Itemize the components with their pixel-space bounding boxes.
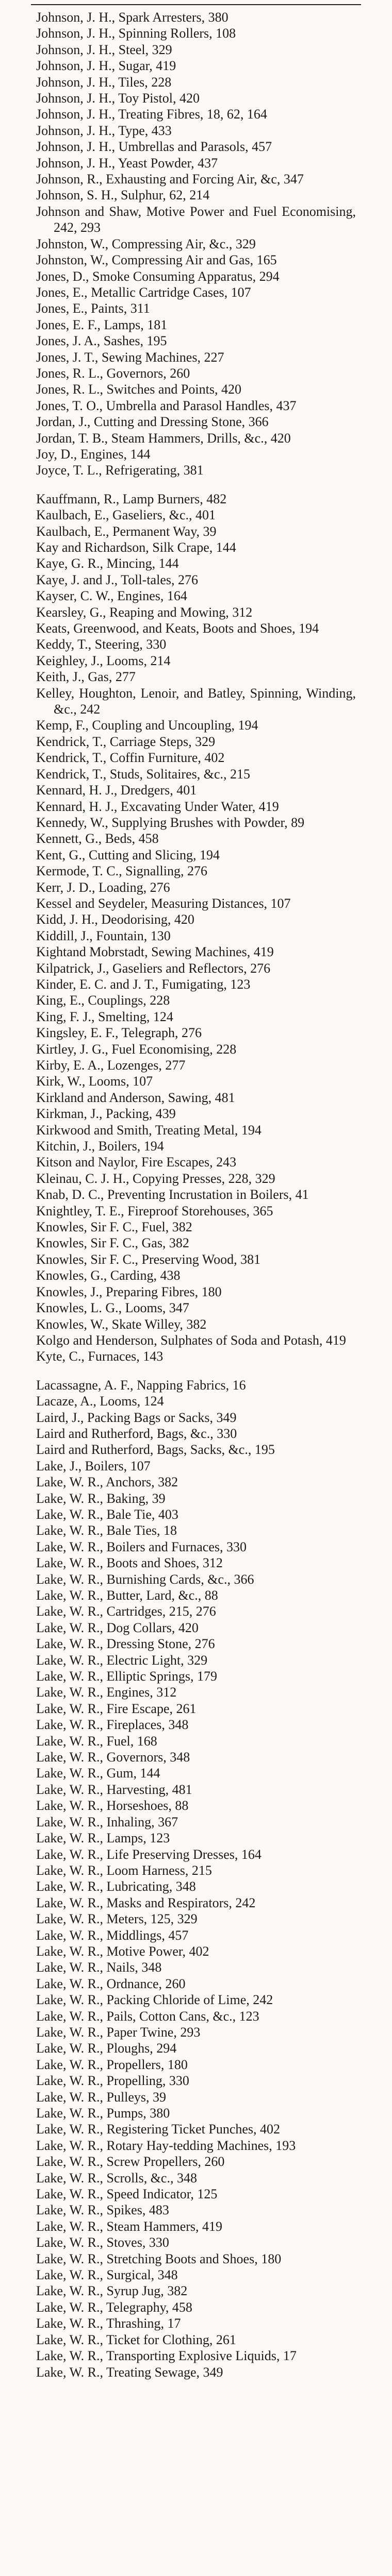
index-entry: Kolgo and Henderson, Sulphates of Soda and Potash, 419 <box>36 1332 346 1348</box>
index-entry: Lake, W. R., Pulleys, 39 <box>36 2089 167 2105</box>
index-entry: Kirtley, J. G., Fuel Economising, 228 <box>36 1041 237 1057</box>
index-entry: Kaulbach, E., Gaseliers, &c., 401 <box>36 507 216 523</box>
index-entry: Lake, W. R., Cartridges, 215, 276 <box>36 1604 216 1619</box>
index-entry: Kirkland and Anderson, Sawing, 481 <box>36 1090 235 1105</box>
index-entry: Lake, W. R., Fuel, 168 <box>36 1733 157 1749</box>
index-entry: Lake, W. R., Bale Tie, 403 <box>36 1506 178 1522</box>
index-entry: Kelley, Houghton, Lenoir, and Batley, Spinning, Winding, &c., 242 <box>36 685 356 717</box>
index-entry: Kendrick, T., Coffin Furniture, 402 <box>36 750 225 766</box>
index-entry: Lake, W. R., Lamps, 123 <box>36 1831 170 1846</box>
index-entry: Lake, W. R., Burnishing Cards, &c., 366 <box>36 1571 254 1587</box>
index-entry: Kay and Richardson, Silk Crape, 144 <box>36 540 236 555</box>
index-entry: Kennard, H. J., Excavating Under Water, 419 <box>36 799 279 814</box>
index-entry: Kaye, J. and J., Toll-tales, 276 <box>36 572 198 587</box>
index-entry: Lake, W. R., Electric Light, 329 <box>36 1652 208 1668</box>
index-entry: Lake, W. R., Ticket for Clothing, 261 <box>36 2332 236 2347</box>
index-entry: Knightley, T. E., Fireproof Storehouses, 365 <box>36 1203 273 1218</box>
index-entry: Kaye, G. R., Mincing, 144 <box>36 556 179 571</box>
index-entry: Laird and Rutherford, Bags, Sacks, &c., 195 <box>36 1442 275 1458</box>
index-entry: Lake, W. R., Gum, 144 <box>36 1766 160 1781</box>
index-entry: Lake, W. R., Horseshoes, 88 <box>36 1798 189 1814</box>
index-entry: Jones, E., Metallic Cartridge Cases, 107 <box>36 284 251 300</box>
index-entry: Johnson, R., Exhausting and Forcing Air, &c, 347 <box>36 172 304 187</box>
index-entry: Lake, W. R., Engines, 312 <box>36 1685 177 1700</box>
index-entry: Johnston, W., Compressing Air and Gas, 165 <box>36 252 277 268</box>
index-entry: Lake, W. R., Stretching Boots and Shoes, 180 <box>36 2251 282 2266</box>
index-entry: Laird and Rutherford, Bags, &c., 330 <box>36 1426 237 1441</box>
patent-index-list <box>36 9 356 2380</box>
index-entry: Johnson, J. H., Sugar, 419 <box>36 58 176 74</box>
index-entry: Knowles, Sir F. C., Fuel, 382 <box>36 1219 192 1235</box>
index-entry: Kinder, E. C. and J. T., Fumigating, 123 <box>36 976 251 992</box>
index-entry: Kennard, H. J., Dredgers, 401 <box>36 783 197 798</box>
index-entry: Jones, D., Smoke Consuming Apparatus, 294 <box>36 268 280 284</box>
index-entry: Kingsley, E. F., Telegraph, 276 <box>36 1025 202 1041</box>
index-entry: Lake, W. R., Life Preserving Dresses, 164 <box>36 1846 262 1862</box>
index-entry: Lake, W. R., Transporting Explosive Liquids, 17 <box>36 2348 297 2364</box>
index-entry: Johnson, J. H., Steel, 329 <box>36 42 172 57</box>
index-entry: Johnson, J. H., Umbrellas and Parasols, 457 <box>36 139 272 155</box>
index-entry: Knowles, G., Carding, 438 <box>36 1268 181 1283</box>
index-entry: Johnson, J. H., Toy Pistol, 420 <box>36 91 200 106</box>
index-entry: Lake, W. R., Baking, 39 <box>36 1490 166 1506</box>
index-entry: Kayser, C. W., Engines, 164 <box>36 588 187 604</box>
index-entry: King, F. J., Smelting, 124 <box>36 1009 173 1024</box>
index-entry: Johnson and Shaw, Motive Power and Fuel Economising, 242, 293 <box>36 204 356 235</box>
index-entry: Lake, W. R., Dog Collars, 420 <box>36 1620 199 1635</box>
index-entry: Jordan, T. B., Steam Hammers, Drills, &c., 420 <box>36 430 291 446</box>
index-entry: Lake, W. R., Masks and Respirators, 242 <box>36 1895 256 1910</box>
index-entry: Knowles, L. G., Looms, 347 <box>36 1300 189 1316</box>
index-entry: Knab, D. C., Preventing Incrustation in Boilers, 41 <box>36 1187 309 1202</box>
index-entry: Lake, W. R., Propellers, 180 <box>36 2057 188 2072</box>
index-entry: Lake, W. R., Scrolls, &c., 348 <box>36 2170 197 2185</box>
index-entry: Lake, W. R., Pails, Cotton Cans, &c., 123 <box>36 2008 259 2024</box>
index-entry: Lake, W. R., Meters, 125, 329 <box>36 1911 198 1927</box>
index-entry: Johnson, J. H., Yeast Powder, 437 <box>36 155 218 171</box>
index-entry: Lake, W. R., Ordnance, 260 <box>36 1976 186 1991</box>
index-entry: Lake, W. R., Screw Propellers, 260 <box>36 2154 225 2170</box>
index-entry: Johnson, J. H., Treating Fibres, 18, 62, 164 <box>36 107 267 122</box>
index-entry: Jordan, J., Cutting and Dressing Stone, 366 <box>36 414 269 430</box>
index-entry: Kirkman, J., Packing, 439 <box>36 1106 176 1122</box>
index-entry: Joy, D., Engines, 144 <box>36 446 151 462</box>
letter-section-gap <box>36 1365 356 1377</box>
index-entry: Lake, W. R., Telegraphy, 458 <box>36 2299 192 2315</box>
index-entry: Lacaze, A., Looms, 124 <box>36 1394 164 1409</box>
index-entry: Lake, W. R., Propelling, 330 <box>36 2073 189 2089</box>
index-entry: Lake, W. R., Paper Twine, 293 <box>36 2024 201 2040</box>
index-entry: Kearsley, G., Reaping and Mowing, 312 <box>36 604 253 620</box>
index-entry: Kitson and Naylor, Fire Escapes, 243 <box>36 1155 237 1170</box>
index-entry: Lake, W. R., Registering Ticket Punches, 402 <box>36 2122 281 2137</box>
top-rule <box>31 4 361 5</box>
index-entry: Lake, W. R., Pumps, 380 <box>36 2106 170 2121</box>
index-entry: Knowles, W., Skate Willey, 382 <box>36 1316 207 1332</box>
index-entry: Kightand Mobrstadt, Sewing Machines, 419 <box>36 944 274 960</box>
index-entry: Johnson, J. H., Type, 433 <box>36 123 172 138</box>
index-entry: Kidd, J. H., Deodorising, 420 <box>36 912 194 927</box>
index-entry: Kemp, F., Coupling and Uncoupling, 194 <box>36 718 258 733</box>
index-entry: Kitchin, J., Boilers, 194 <box>36 1139 164 1154</box>
index-entry: Lake, W. R., Nails, 348 <box>36 1960 162 1975</box>
index-entry: Lake, W. R., Packing Chloride of Lime, 242 <box>36 1992 273 2008</box>
index-entry: Jones, T. O., Umbrella and Parasol Handles, 437 <box>36 398 297 413</box>
index-entry: Lake, W. R., Boots and Shoes, 312 <box>36 1555 223 1571</box>
index-entry: Lake, W. R., Dressing Stone, 276 <box>36 1636 215 1652</box>
index-entry: Lake, W. R., Motive Power, 402 <box>36 1943 209 1959</box>
index-entry: Laird, J., Packing Bags or Sacks, 349 <box>36 1410 237 1425</box>
index-entry: Lake, W. R., Syrup Jug, 382 <box>36 2283 188 2299</box>
index-entry: Johnson, S. H., Sulphur, 62, 214 <box>36 188 210 203</box>
index-entry: Kennedy, W., Supplying Brushes with Powder, 89 <box>36 815 305 830</box>
index-entry: Knowles, J., Preparing Fibres, 180 <box>36 1284 222 1299</box>
index-entry: Knowles, Sir F. C., Preserving Wood, 381 <box>36 1251 261 1267</box>
index-entry: King, E., Couplings, 228 <box>36 993 170 1008</box>
index-entry: Jones, R. L., Governors, 260 <box>36 365 190 381</box>
index-entry: Keith, J., Gas, 277 <box>36 669 136 685</box>
index-entry: Kirkwood and Smith, Treating Metal, 194 <box>36 1122 262 1138</box>
index-entry: Kilpatrick, J., Gaseliers and Reflectors, 276 <box>36 960 271 976</box>
index-entry: Kirby, E. A., Lozenges, 277 <box>36 1058 186 1073</box>
index-entry: Lacassagne, A. F., Napping Fabrics, 16 <box>36 1377 246 1393</box>
index-entry: Jones, J. T., Sewing Machines, 227 <box>36 349 224 365</box>
index-entry: Lake, W. R., Stoves, 330 <box>36 2235 169 2250</box>
index-entry: Lake, W. R., Rotary Hay-tedding Machines, 193 <box>36 2138 296 2153</box>
index-entry: Jones, J. A., Sashes, 195 <box>36 333 167 349</box>
index-entry: Johnston, W., Compressing Air, &c., 329 <box>36 236 256 251</box>
index-entry: Lake, W. R., Harvesting, 481 <box>36 1782 192 1797</box>
index-entry: Kirk, W., Looms, 107 <box>36 1074 153 1089</box>
index-entry: Lake, W. R., Treating Sewage, 349 <box>36 2364 223 2380</box>
index-entry: Kendrick, T., Carriage Steps, 329 <box>36 734 216 749</box>
index-entry: Keddy, T., Steering, 330 <box>36 637 167 652</box>
index-entry: Jones, E. F., Lamps, 181 <box>36 317 168 332</box>
index-entry: Knowles, Sir F. C., Gas, 382 <box>36 1235 189 1251</box>
index-entry: Lake, W. R., Speed Indicator, 125 <box>36 2187 218 2202</box>
index-entry: Lake, W. R., Bale Ties, 18 <box>36 1523 177 1538</box>
index-entry: Lake, W. R., Loom Harness, 215 <box>36 1862 212 1878</box>
index-entry: Lake, W. R., Steam Hammers, 419 <box>36 2218 223 2234</box>
index-entry: Keats, Greenwood, and Keats, Boots and Shoes, 194 <box>36 621 319 636</box>
index-entry: Kerr, J. D., Loading, 276 <box>36 879 170 895</box>
index-entry: Lake, W. R., Fire Escape, 261 <box>36 1701 197 1716</box>
index-entry: Jones, E., Paints, 311 <box>36 301 150 316</box>
index-entry: Kauffmann, R., Lamp Burners, 482 <box>36 491 227 506</box>
index-entry: Lake, W. R., Spikes, 483 <box>36 2202 169 2218</box>
index-entry: Lake, W. R., Fireplaces, 348 <box>36 1717 189 1733</box>
index-entry: Kaulbach, E., Permanent Way, 39 <box>36 523 217 539</box>
index-entry: Lake, W. R., Surgical, 348 <box>36 2267 178 2283</box>
index-entry: Lake, W. R., Boilers and Furnaces, 330 <box>36 1539 247 1554</box>
index-entry: Kessel and Seydeler, Measuring Distances, 107 <box>36 895 291 911</box>
index-entry: Kennett, G., Beds, 458 <box>36 831 159 846</box>
index-entry: Kleinau, C. J. H., Copying Presses, 228, 329 <box>36 1171 275 1186</box>
index-entry: Keighley, J., Looms, 214 <box>36 653 171 668</box>
index-entry: Johnson, J. H., Spinning Rollers, 108 <box>36 26 236 41</box>
index-entry: Lake, W. R., Lubricating, 348 <box>36 1879 196 1894</box>
index-entry: Lake, J., Boilers, 107 <box>36 1458 151 1473</box>
index-entry: Kyte, C., Furnaces, 143 <box>36 1349 164 1364</box>
index-entry: Lake, W. R., Governors, 348 <box>36 1750 190 1765</box>
index-entry: Kermode, T. C., Signalling, 276 <box>36 863 207 879</box>
index-entry: Joyce, T. L., Refrigerating, 381 <box>36 463 204 478</box>
index-entry: Johnson, J. H., Tiles, 228 <box>36 74 172 90</box>
index-entry: Lake, W. R., Middlings, 457 <box>36 1927 189 1943</box>
index-entry: Kiddill, J., Fountain, 130 <box>36 928 171 943</box>
index-entry: Jones, R. L., Switches and Points, 420 <box>36 382 241 397</box>
index-entry: Kent, G., Cutting and Slicing, 194 <box>36 847 220 862</box>
index-entry: Lake, W. R., Elliptic Springs, 179 <box>36 1669 217 1684</box>
letter-section-gap <box>36 479 356 491</box>
index-entry: Lake, W. R., Anchors, 382 <box>36 1475 178 1490</box>
index-entry: Lake, W. R., Butter, Lard, &c., 88 <box>36 1588 218 1603</box>
index-entry: Lake, W. R., Inhaling, 367 <box>36 1814 178 1829</box>
index-entry: Lake, W. R., Thrashing, 17 <box>36 2316 181 2331</box>
index-entry: Lake, W. R., Ploughs, 294 <box>36 2041 177 2056</box>
index-entry: Kendrick, T., Studs, Solitaires, &c., 215 <box>36 766 250 782</box>
index-entry: Johnson, J. H., Spark Arresters, 380 <box>36 10 228 25</box>
